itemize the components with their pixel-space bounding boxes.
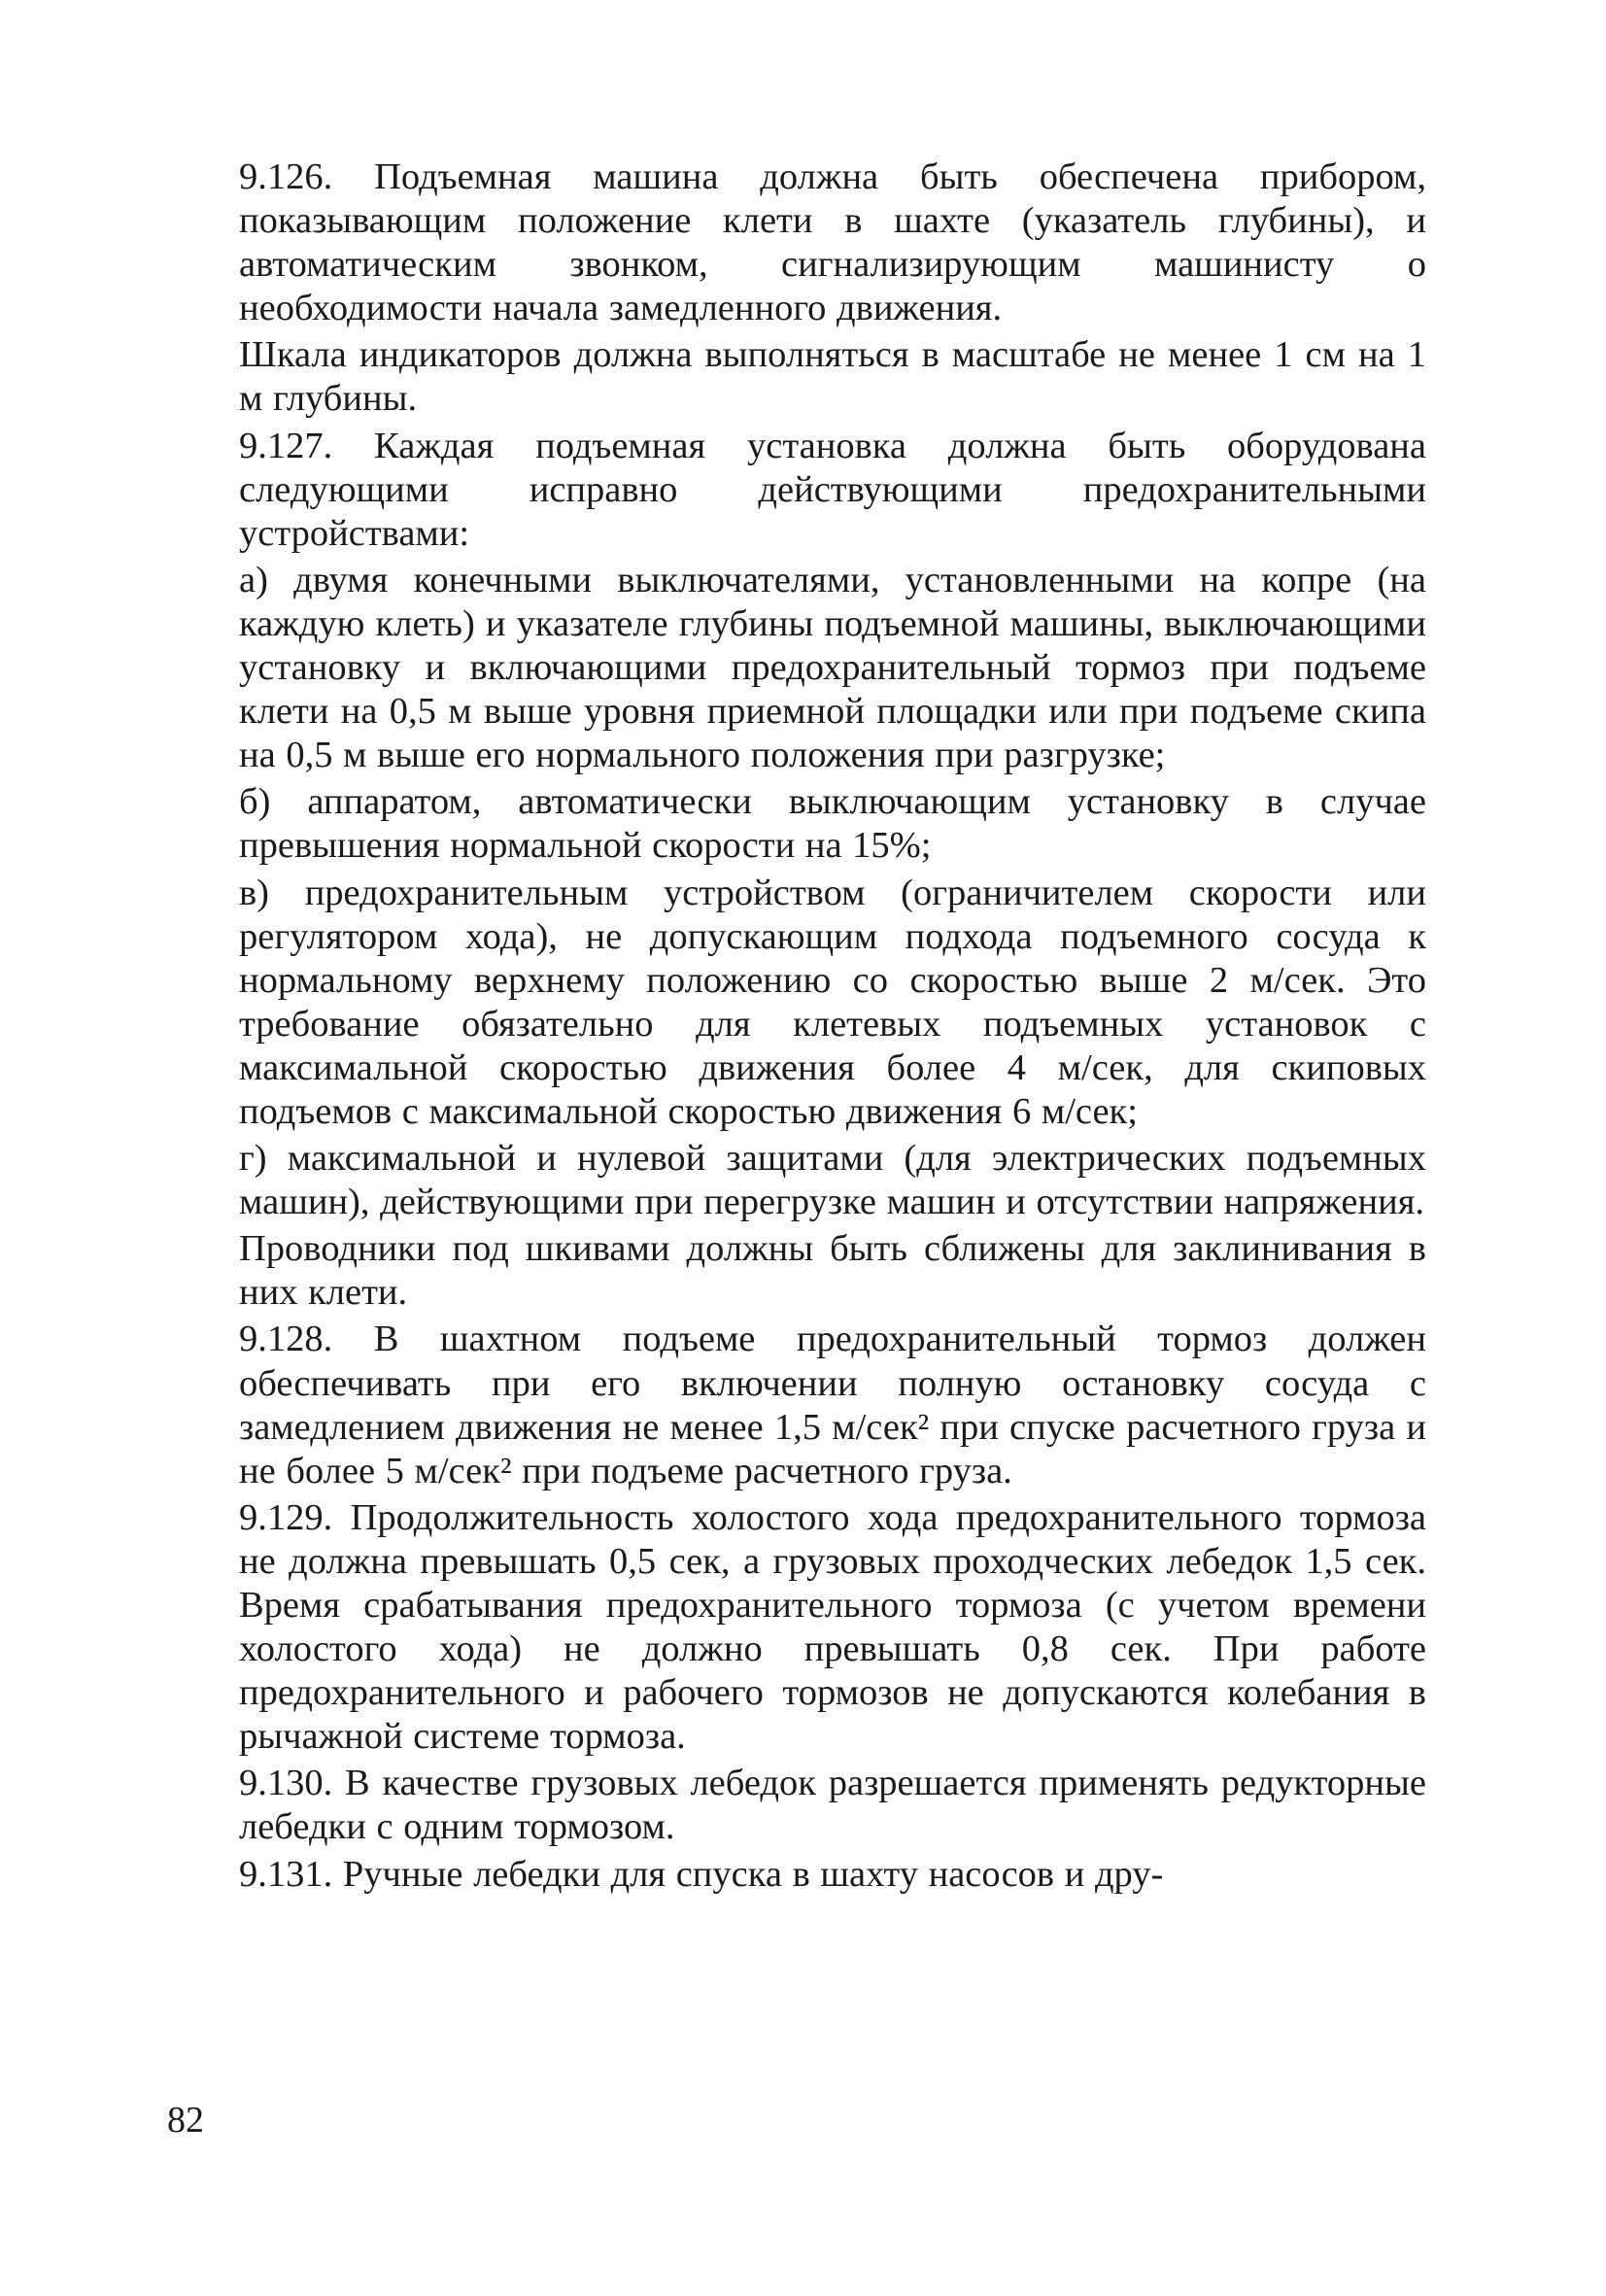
paragraph-9-131: 9.131. Ручные лебедки для спуска в шахту насосов и дру-: [239, 1853, 1164, 1895]
paragraph-9-126: 9.126. Подъемная машина должна быть обеспечена прибором, показывающим положение клети в шахте (указатель глубины), и автоматическим звонком, сигнализирующим машинисту о необходимости начала замедленного движения.: [239, 156, 1426, 329]
list-item-b: б) аппаратом, автоматически выключающим установку в случае превышения нормальной скорости на 15%;: [239, 781, 1426, 867]
paragraph-9-127: 9.127. Каждая подъемная установка должна быть оборудована следующими исправно действующими предохранительными устройствами:: [239, 425, 1426, 554]
paragraph-guides-note: Проводники под шкивами должны быть сближены для заклинивания в них клети.: [239, 1228, 1426, 1314]
paragraph-scale-note: Шкала индикаторов должна выполняться в масштабе не менее 1 см на 1 м глубины.: [239, 334, 1426, 420]
page-number: 82: [167, 2100, 204, 2141]
list-item-v: в) предохранительным устройством (ограничителем скорости или регулятором хода), не допускающим подхода подъемного сосуда к нормальному верхнему положению со скоростью выше 2 м/сек. Это требование обязательно для клетевых подъемных установок с максимальной скоростью движения более 4 м/сек, для скиповых подъемов с максимальной скоростью движения 6 м/сек;: [239, 872, 1426, 1132]
list-item-a: а) двумя конечными выключателями, установленными на копре (на каждую клеть) и указателе глубины подъемной машины, выключающими установку и включающими предохранительный тормоз при подъеме клети на 0,5 м выше уровня приемной площадки или при подъеме скипа на 0,5 м выше его нормального положения при разгрузке;: [239, 559, 1426, 776]
paragraph-9-130: 9.130. В качестве грузовых лебедок разрешается применять редукторные лебедки с одним тормозом.: [239, 1763, 1426, 1848]
body-text: [239, 155, 1426, 1900]
paragraph-9-129: 9.129. Продолжительность холостого хода предохранительного тормоза не должна превышать 0,5 сек, а грузовых проходческих лебедок 1,5 сек. Время срабатывания предохранительного тормоза (с учетом времени холостого хода) не должно превышать 0,8 сек. При работе предохранительного и рабочего тормозов не допускаются колебания в рычажной системе тормоза.: [239, 1496, 1426, 1758]
paragraph-9-128: 9.128. В шахтном подъеме предохранительный тормоз должен обеспечивать при его включении полную остановку сосуда с замедлением движения не менее 1,5 м/сек² при спуске расчетного груза и не более 5 м/сек² при подъеме расчетного груза.: [239, 1319, 1426, 1491]
list-item-g: г) максимальной и нулевой защитами (для электрических подъемных машин), действующими при перегрузке машин и отсутствии напряжения.: [239, 1138, 1426, 1223]
